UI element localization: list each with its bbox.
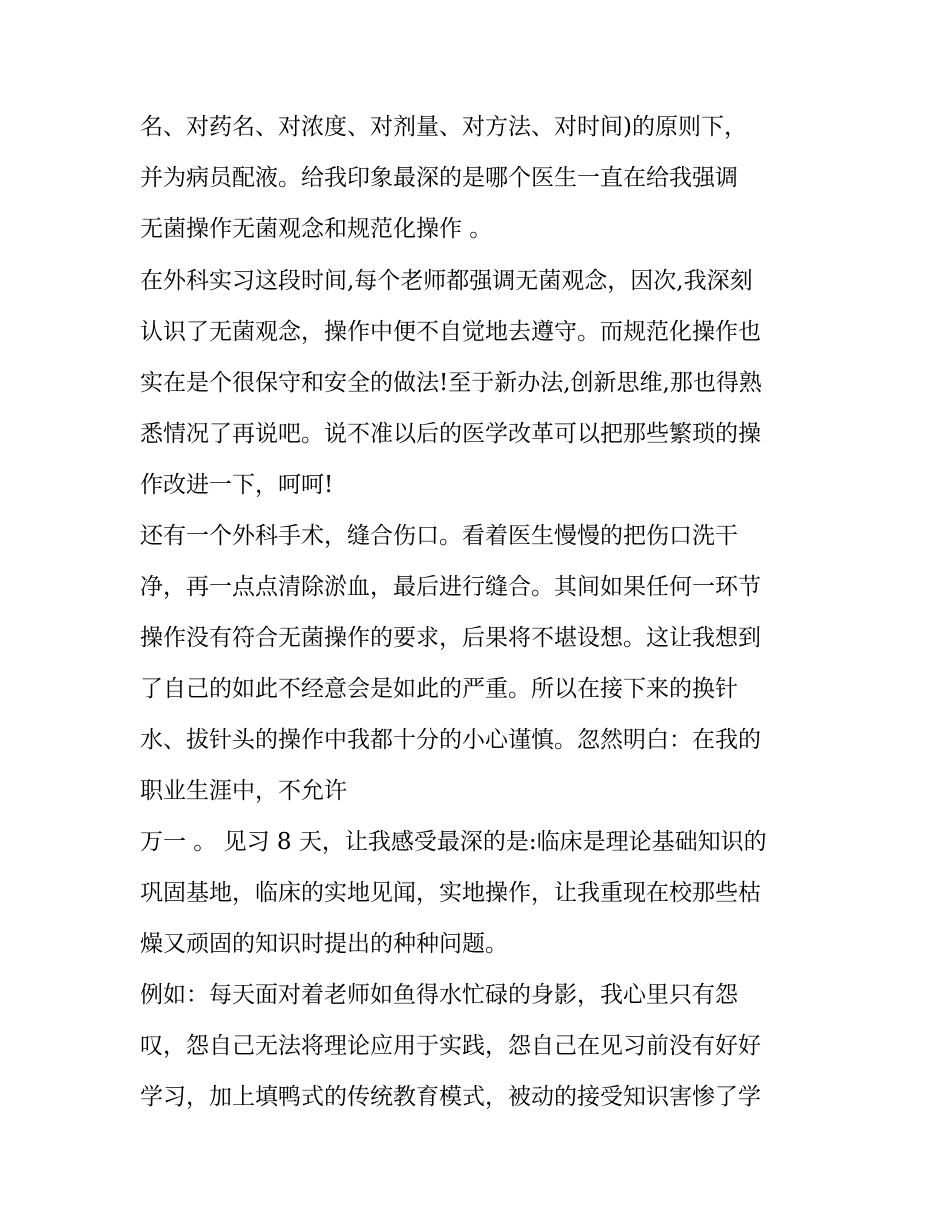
text-line: 操作没有符合无菌操作的要求，后果将不堪设想。这让我想到 bbox=[140, 625, 761, 651]
text-line: 万一 。 见习 8 天，让我感受最深的是:临床是理论基础知识的 bbox=[140, 829, 767, 855]
text-line: 了自己的如此不经意会是如此的严重。所以在接下来的换针 bbox=[140, 676, 738, 702]
text-line: 无菌操作无菌观念和规范化操作 。 bbox=[140, 216, 493, 242]
text-line: 还有一个外科手术，缝合伤口。看着医生慢慢的把伤口洗干 bbox=[140, 523, 738, 549]
text-line: 学习，加上填鸭式的传统教育模式，被动的接受知识害惨了学 bbox=[140, 1084, 761, 1110]
text-line: 例如：每天面对着老师如鱼得水忙碌的身影，我心里只有怨 bbox=[140, 982, 738, 1008]
text-line: 巩固基地，临床的实地见闻，实地操作，让我重现在校那些枯 bbox=[140, 880, 761, 906]
text-line: 净，再一点点清除淤血，最后进行缝合。其间如果任何一环节 bbox=[140, 574, 761, 600]
text-line: 并为病员配液。给我印象最深的是哪个医生一直在给我强调 bbox=[140, 165, 738, 191]
text-line: 悉情况了再说吧。说不准以后的医学改革可以把那些繁琐的操 bbox=[140, 421, 761, 447]
text-line: 叹，怨自己无法将理论应用于实践，怨自己在见习前没有好好 bbox=[140, 1033, 761, 1059]
text-line: 认识了无菌观念，操作中便不自觉地去遵守。而规范化操作也 bbox=[140, 319, 761, 345]
text-line: 实在是个很保守和安全的做法!至于新办法,创新思维,那也得熟 bbox=[140, 370, 762, 396]
text-line: 职业生涯中，不允许 bbox=[140, 778, 347, 804]
text-line: 作改进一下，呵呵! bbox=[140, 472, 334, 498]
text-line: 水、拔针头的操作中我都十分的小心谨慎。忽然明白：在我的 bbox=[140, 727, 761, 753]
text-line: 名、对药名、对浓度、对剂量、对方法、对时间)的原则下， bbox=[140, 114, 747, 140]
text-line: 在外科实习这段时间,每个老师都强调无菌观念，因次,我深刻 bbox=[140, 268, 753, 294]
text-line: 燥又顽固的知识时提出的种种问题。 bbox=[140, 931, 508, 957]
